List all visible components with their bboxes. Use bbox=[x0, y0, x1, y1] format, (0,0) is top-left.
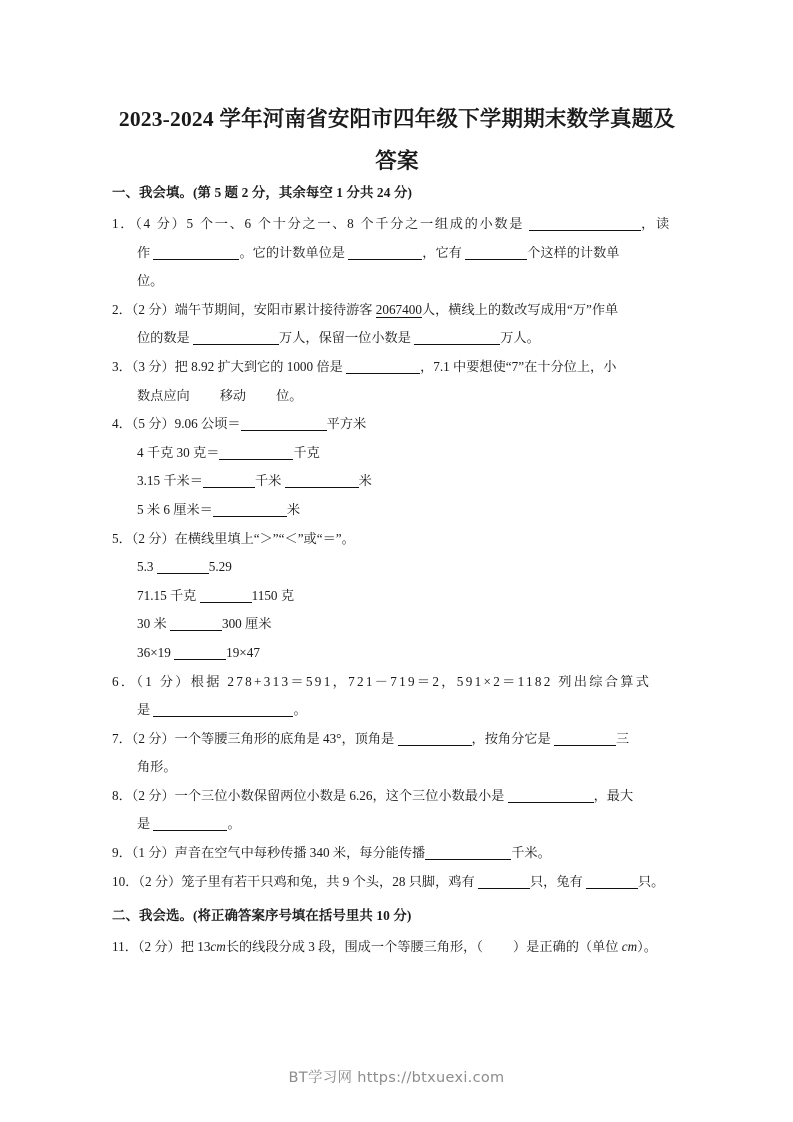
question-6-marks: （1 分） bbox=[136, 673, 191, 689]
question-9 bbox=[112, 839, 684, 868]
answer-blank[interactable] bbox=[241, 417, 327, 431]
question-5-item-3 bbox=[112, 610, 684, 639]
answer-blank[interactable] bbox=[153, 246, 239, 260]
question-4-sub-4-label: 5 米 6 厘米＝ bbox=[137, 501, 213, 517]
question-5 bbox=[112, 525, 684, 554]
question-5-marks: （2 分） bbox=[131, 530, 175, 546]
document-body bbox=[112, 183, 684, 962]
question-2 bbox=[112, 296, 684, 325]
question-5-item-2-left: 71.15 千克 bbox=[137, 587, 197, 603]
answer-blank[interactable] bbox=[508, 789, 594, 803]
question-6-line-2 bbox=[112, 696, 684, 725]
question-11-unit-1: cm bbox=[210, 939, 226, 955]
answer-blank[interactable] bbox=[219, 446, 293, 460]
question-7-number: 7． bbox=[112, 730, 132, 746]
question-9-text-a: 声音在空气中每秒传播 340 米，每分能传播 bbox=[174, 845, 426, 861]
page-title-line-2: 答案 bbox=[375, 149, 419, 173]
answer-blank[interactable] bbox=[200, 589, 252, 603]
question-1-text-d: 。它的计数单位是 bbox=[239, 244, 345, 260]
answer-blank[interactable] bbox=[157, 560, 209, 574]
question-4-sub-3 bbox=[112, 467, 684, 496]
page-title bbox=[112, 98, 682, 182]
answer-blank[interactable] bbox=[285, 474, 359, 488]
question-5-item-1 bbox=[112, 553, 684, 582]
question-4-text-b: 平方米 bbox=[326, 416, 367, 432]
section-heading-2: 二、我会选。(将正确答案序号填在括号里共 10 分) bbox=[112, 908, 412, 924]
question-10-number: 10． bbox=[112, 873, 139, 889]
answer-blank[interactable] bbox=[465, 246, 527, 260]
answer-blank[interactable] bbox=[529, 217, 641, 231]
question-11-number: 11． bbox=[112, 939, 138, 955]
question-1-text-c: 作 bbox=[137, 244, 151, 260]
question-4-sub-3-label: 3.15 千米＝ bbox=[137, 473, 203, 489]
question-8-text-b: ，最大 bbox=[593, 787, 634, 803]
question-5-item-1-right: 5.29 bbox=[208, 559, 232, 575]
question-5-item-2-right: 1150 克 bbox=[251, 587, 295, 603]
answer-blank[interactable] bbox=[193, 331, 279, 345]
question-11 bbox=[112, 933, 684, 962]
question-11-text-c: ）是正确的（单位 bbox=[512, 939, 619, 955]
question-7-line-2: 角形。 bbox=[137, 759, 177, 775]
question-8-number: 8． bbox=[112, 787, 132, 803]
question-6-text: 根据 278+313＝591，721－719＝2，591×2＝1182 列出综合算式 bbox=[190, 673, 652, 689]
question-2-text-d: 万人，保留一位小数是 bbox=[279, 330, 411, 346]
question-4-sub-3-unit-1: 千米 bbox=[254, 473, 282, 489]
page-title-line-1: 2023-2024 学年河南省安阳市四年级下学期期末数学真题及 bbox=[118, 107, 676, 131]
question-6 bbox=[112, 668, 684, 697]
answer-blank[interactable] bbox=[348, 246, 422, 260]
question-7 bbox=[112, 725, 684, 754]
question-8-text-c: 是 bbox=[137, 816, 151, 832]
question-8-marks: （2 分） bbox=[131, 787, 175, 803]
question-10-text-b: 只，兔有 bbox=[529, 873, 583, 889]
question-8-text-d: 。 bbox=[227, 816, 241, 832]
question-8-text-a: 一个三位小数保留两位小数是 6.26，这个三位小数最小是 bbox=[174, 787, 505, 803]
question-1-line-3: 位。 bbox=[137, 273, 164, 289]
answer-blank[interactable] bbox=[203, 474, 255, 488]
question-4-number: 4． bbox=[112, 416, 132, 432]
question-7-text-b: ，按角分它是 bbox=[471, 730, 551, 746]
question-9-text-b: 千米。 bbox=[511, 845, 551, 861]
question-11-text-a: 把 13 bbox=[180, 939, 211, 955]
question-2-text-a: 端午节期间，安阳市累计接待游客 bbox=[174, 301, 373, 317]
question-2-text-e: 万人。 bbox=[500, 330, 540, 346]
answer-blank[interactable] bbox=[414, 331, 500, 345]
question-5-item-4-left: 36×19 bbox=[137, 644, 171, 660]
question-5-number: 5． bbox=[112, 530, 132, 546]
question-7-marks: （2 分） bbox=[131, 730, 175, 746]
question-2-line-2 bbox=[112, 324, 684, 353]
question-1 bbox=[112, 210, 684, 239]
question-5-prompt: 在横线里填上“＞”“＜”或“＝”。 bbox=[174, 530, 355, 546]
question-11-text-b: 长的线段分成 3 段，围成一个等腰三角形，（ bbox=[225, 939, 483, 955]
question-3-marks: （3 分） bbox=[131, 358, 175, 374]
question-7-text-a: 一个等腰三角形的底角是 43°，顶角是 bbox=[174, 730, 395, 746]
answer-blank[interactable] bbox=[478, 875, 530, 889]
question-5-item-4-right: 19×47 bbox=[226, 644, 260, 660]
question-4-sub-4-unit: 米 bbox=[286, 501, 301, 517]
question-1-text-b: ，读 bbox=[641, 216, 671, 231]
question-7-text-c: 三 bbox=[615, 730, 630, 746]
question-2-underlined-number: 2067400 bbox=[375, 301, 422, 317]
question-4-sub-2-unit: 千克 bbox=[293, 444, 320, 460]
question-5-item-4 bbox=[112, 639, 684, 668]
answer-blank[interactable] bbox=[213, 503, 287, 517]
question-10 bbox=[112, 868, 684, 897]
answer-blank[interactable] bbox=[398, 732, 472, 746]
answer-blank[interactable] bbox=[586, 875, 638, 889]
question-1-text-f: 个这样的计数单 bbox=[527, 244, 620, 260]
question-5-item-1-left: 5.3 bbox=[137, 559, 154, 575]
question-6-text-c: 。 bbox=[293, 702, 307, 718]
question-11-unit-2: cm bbox=[621, 939, 638, 955]
question-1-text-e: ，它有 bbox=[422, 244, 462, 260]
question-8-line-2 bbox=[112, 810, 684, 839]
answer-blank[interactable] bbox=[153, 817, 227, 831]
question-10-text-c: 只。 bbox=[638, 873, 665, 889]
question-2-number: 2． bbox=[112, 301, 132, 317]
question-1-marks: （4 分） bbox=[135, 216, 187, 231]
question-4-sub-2 bbox=[112, 439, 684, 468]
section-heading-1: 一、我会填。(第 5 题 2 分，其余每空 1 分共 24 分) bbox=[112, 185, 413, 200]
question-6-text-b: 是 bbox=[137, 702, 151, 718]
question-4-sub-3-unit-2: 米 bbox=[358, 473, 372, 489]
footer-watermark: BT学习网 https://btxuexi.com bbox=[288, 1070, 505, 1086]
question-1-text-a: 5 个一、6 个十分之一、8 个千分之一组成的小数是 bbox=[186, 216, 525, 231]
question-9-marks: （1 分） bbox=[131, 845, 175, 861]
question-5-item-3-left: 30 米 bbox=[137, 616, 167, 632]
question-4-sub-2-label: 4 千克 30 克＝ bbox=[137, 444, 220, 460]
answer-blank[interactable] bbox=[554, 732, 616, 746]
question-4 bbox=[112, 410, 684, 439]
question-1-line-2 bbox=[112, 239, 684, 268]
question-3-text-e: 位。 bbox=[276, 387, 303, 403]
question-9-number: 9． bbox=[112, 845, 132, 861]
question-2-text-b: 人，横线上的数改写成用“万”作单 bbox=[421, 301, 619, 317]
answer-blank[interactable] bbox=[346, 360, 420, 374]
answer-blank[interactable] bbox=[170, 617, 222, 631]
question-2-text-c: 位的数是 bbox=[137, 330, 190, 346]
question-11-marks: （2 分） bbox=[137, 939, 181, 955]
question-11-text-d: ）。 bbox=[637, 939, 657, 955]
question-4-sub-4 bbox=[112, 496, 684, 525]
question-3-text-b: ，7.1 中要想使“7”在十分位上，小 bbox=[420, 358, 617, 374]
question-2-marks: （2 分） bbox=[131, 301, 175, 317]
question-1-number: 1． bbox=[112, 216, 136, 231]
question-4-marks: （5 分） bbox=[131, 416, 175, 432]
question-3 bbox=[112, 353, 684, 382]
question-8 bbox=[112, 782, 684, 811]
answer-blank[interactable] bbox=[153, 703, 293, 717]
question-3-number: 3． bbox=[112, 358, 132, 374]
question-4-text-a: 9.06 公顷＝ bbox=[174, 416, 241, 432]
question-10-marks: （2 分） bbox=[138, 873, 182, 889]
question-3-text-a: 把 8.92 扩大到它的 1000 倍是 bbox=[174, 358, 343, 374]
question-5-item-2 bbox=[112, 582, 684, 611]
question-3-text-c: 数点应向 bbox=[137, 387, 190, 403]
question-6-number: 6． bbox=[112, 673, 137, 689]
question-3-text-d: 移动 bbox=[219, 387, 247, 403]
answer-blank[interactable] bbox=[425, 846, 511, 860]
question-5-item-3-right: 300 厘米 bbox=[221, 616, 272, 632]
question-10-text-a: 笼子里有若干只鸡和兔，共 9 个头，28 只脚，鸡有 bbox=[181, 873, 475, 889]
answer-blank[interactable] bbox=[174, 646, 226, 660]
question-3-line-2 bbox=[112, 382, 684, 411]
